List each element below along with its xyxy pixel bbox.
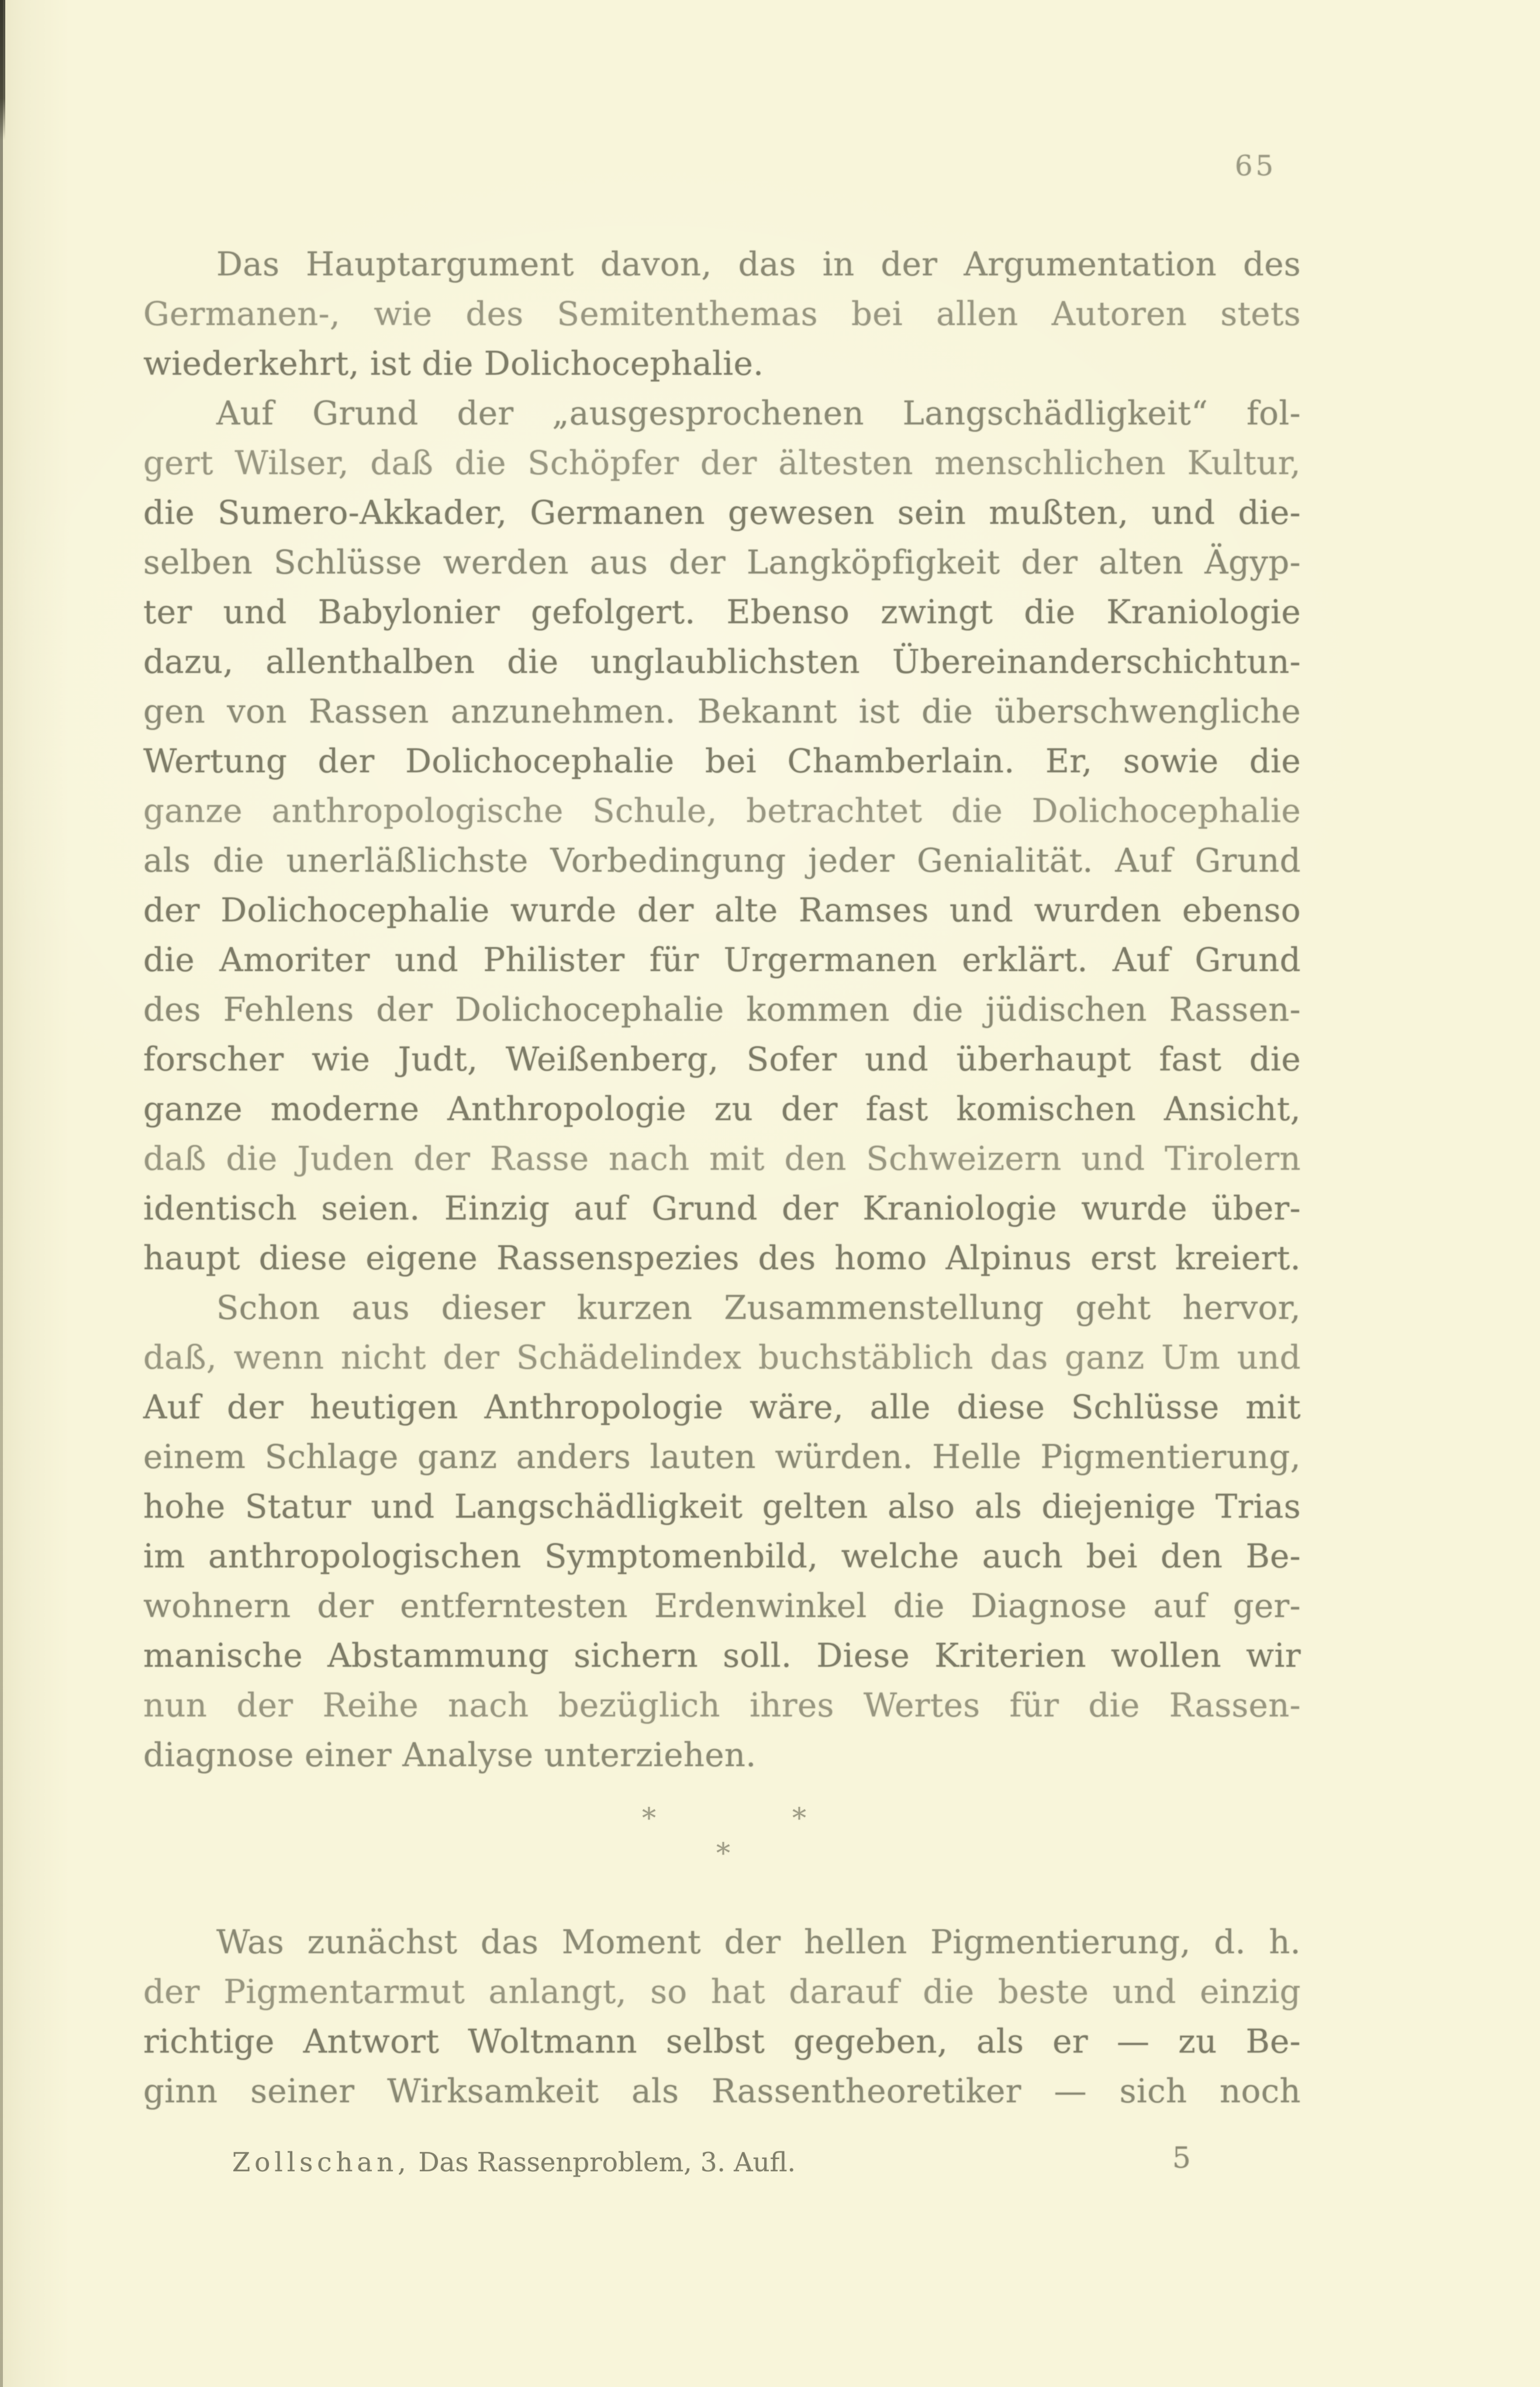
paragraph xyxy=(143,389,1301,1283)
text-line: des Fehlens der Dolichocephalie kommen die jüdischen Rassen- xyxy=(143,991,1301,1029)
page-number: 65 xyxy=(1235,150,1277,182)
asterisk-icon: * xyxy=(642,1802,656,1835)
scan-edge-dark-mark xyxy=(0,0,5,140)
text-line: selben Schlüsse werden aus der Langköpfigkeit der alten Ägyp- xyxy=(143,544,1301,582)
text-line: identisch seien. Einzig auf Grund der Kraniologie wurde über- xyxy=(143,1190,1301,1228)
text-line: Schon aus dieser kurzen Zusammenstellung geht hervor, xyxy=(216,1289,1301,1327)
paragraph xyxy=(143,240,1301,389)
text-line: ter und Babylonier gefolgert. Ebenso zwingt die Kraniologie xyxy=(143,593,1301,631)
after-divider-text-block xyxy=(143,1918,1301,2116)
text-line: hohe Statur und Langschädligkeit gelten also als diejenige Trias xyxy=(143,1488,1301,1526)
text-line: der Pigmentarmut anlangt, so hat darauf die beste und einzig xyxy=(143,1973,1301,2011)
text-line: richtige Antwort Woltmann selbst gegeben, als er — zu Be- xyxy=(143,2023,1301,2061)
footer-author: Zollschan, xyxy=(232,2147,410,2178)
text-line: daß, wenn nicht der Schädelindex buchstäblich das ganz Um und xyxy=(143,1339,1301,1377)
text-line: forscher wie Judt, Weißenberg, Sofer und überhaupt fast die xyxy=(143,1041,1301,1079)
footer-book-title: Das Rassenproblem, 3. Aufl. xyxy=(418,2147,796,2178)
text-line: nun der Reihe nach bezüglich ihres Wertes für die Rassen- xyxy=(143,1687,1301,1725)
text-line: Was zunächst das Moment der hellen Pigmentierung, d. h. xyxy=(216,1923,1301,1961)
signature-number: 5 xyxy=(1172,2141,1191,2175)
text-line: daß die Juden der Rasse nach mit den Schweizern und Tirolern xyxy=(143,1140,1301,1178)
text-line: dazu, allenthalben die unglaublichsten Übereinanderschichtun- xyxy=(143,643,1301,681)
footer-catch-line xyxy=(232,2147,796,2178)
text-line: Auf der heutigen Anthropologie wäre, alle diese Schlüsse mit xyxy=(143,1388,1301,1426)
main-text-block xyxy=(143,240,1301,1780)
text-line: ginn seiner Wirksamkeit als Rassentheoretiker — sich noch xyxy=(143,2072,1301,2110)
text-line: die Sumero-Akkader, Germanen gewesen sein mußten, und die- xyxy=(143,494,1301,532)
text-line: diagnose einer Analyse unterziehen. xyxy=(143,1736,757,1774)
text-line: im anthropologischen Symptomenbild, welche auch bei den Be- xyxy=(143,1538,1301,1576)
asterisk-icon: * xyxy=(716,1837,730,1870)
text-line: der Dolichocephalie wurde der alte Ramses und wurden ebenso xyxy=(143,892,1301,930)
scan-edge-artifact xyxy=(0,0,3,2387)
text-line: die Amoriter und Philister für Urgermanen erklärt. Auf Grund xyxy=(143,941,1301,979)
text-line: Das Hauptargument davon, das in der Argumentation des xyxy=(216,246,1301,284)
asterisk-icon: * xyxy=(792,1802,806,1835)
text-line: gen von Rassen anzunehmen. Bekannt ist die überschwengliche xyxy=(143,693,1301,731)
text-line: Germanen-, wie des Semitenthemas bei allen Autoren stets xyxy=(143,295,1301,333)
text-line: gert Wilser, daß die Schöpfer der ältesten menschlichen Kultur, xyxy=(143,444,1301,482)
paragraph xyxy=(143,1283,1301,1780)
text-line: wiederkehrt, ist die Dolichocephalie. xyxy=(143,345,764,383)
text-line: Wertung der Dolichocephalie bei Chamberlain. Er, sowie die xyxy=(143,742,1301,780)
text-line: manische Abstammung sichern soll. Diese Kriterien wollen wir xyxy=(143,1637,1301,1675)
text-line: ganze anthropologische Schule, betrachtet die Dolichocephalie xyxy=(143,792,1301,830)
text-line: einem Schlage ganz anders lauten würden. Helle Pigmentierung, xyxy=(143,1438,1301,1476)
text-line: ganze moderne Anthropologie zu der fast komischen Ansicht, xyxy=(143,1090,1301,1128)
paragraph xyxy=(143,1918,1301,2116)
text-line: wohnern der entferntesten Erdenwinkel die Diagnose auf ger- xyxy=(143,1587,1301,1625)
text-line: Auf Grund der „ausgesprochenen Langschädligkeit“ fol- xyxy=(216,395,1301,433)
text-line: haupt diese eigene Rassenspezies des homo Alpinus erst kreiert. xyxy=(143,1239,1301,1277)
text-line: als die unerläßlichste Vorbedingung jeder Genialität. Auf Grund xyxy=(143,842,1301,880)
